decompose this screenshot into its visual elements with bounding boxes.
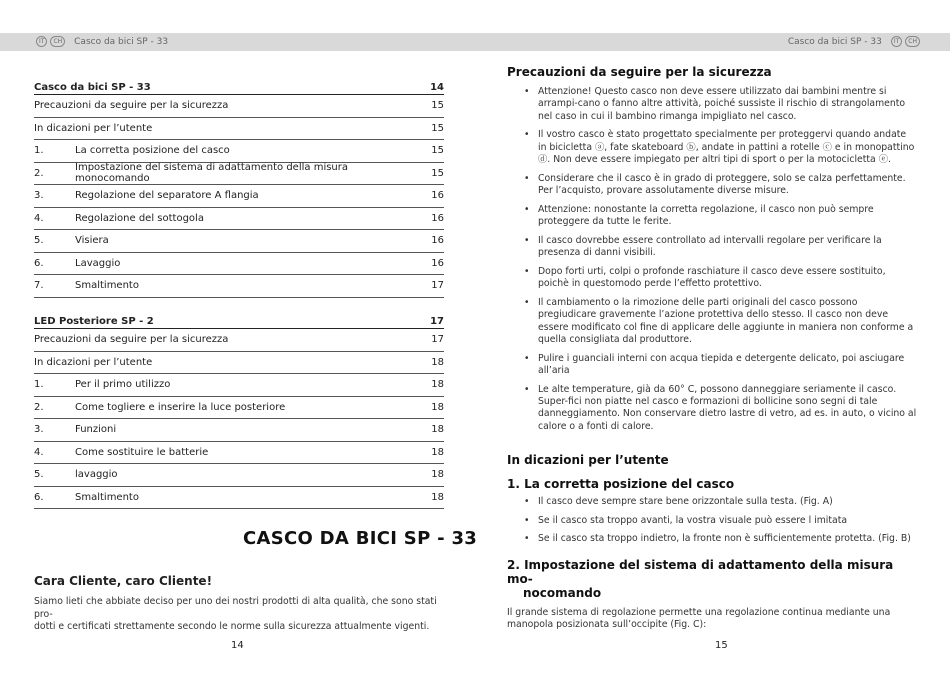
toc-row [34, 442, 444, 465]
toc-row [34, 487, 444, 510]
toc-row [34, 95, 444, 118]
country-badge-it: IT [891, 36, 902, 47]
page-number-right: 15 [715, 640, 728, 651]
toc-row-text: Smaltimento [75, 491, 139, 503]
bullet-item: • Pulire i guanciali interni con acqua tiepida e detergente delicato, poi asciugare all’aria [507, 353, 917, 378]
toc-row [34, 253, 444, 276]
bullet-item: • Il casco deve sempre stare bene orizzontale sulla testa. (Fig. A) [507, 496, 917, 508]
toc-row [34, 397, 444, 420]
bullet-item: • Dopo forti urti, colpi o profonde raschiature il casco deve essere sostituito, poichè in questomodo perde l’effetto protettivo. [507, 266, 917, 291]
toc-row-page: 18 [431, 469, 444, 481]
toc-led [34, 315, 444, 509]
country-badge-ch: CH [905, 36, 920, 47]
toc-heading-page: 17 [430, 316, 444, 327]
toc-row-number: 4. [34, 446, 44, 458]
toc-row-page: 18 [431, 424, 444, 436]
toc-row-page: 18 [431, 491, 444, 503]
section2-heading-line: nocomando [523, 586, 602, 600]
section2-heading [507, 558, 917, 600]
safety-list [507, 86, 917, 433]
bullet-item: • Se il casco sta troppo indietro, la fronte non è sufficientemente protetta. (Fig. B) [507, 533, 917, 545]
safety-section [507, 65, 917, 439]
section1-heading: 1. La corretta posizione del casco [507, 477, 735, 491]
toc-row-number: 6. [34, 491, 44, 503]
toc-row [34, 329, 444, 352]
toc-heading [34, 315, 444, 329]
header-right [782, 36, 920, 47]
toc-row [34, 419, 444, 442]
user-section [507, 453, 917, 552]
toc-row-text: Smaltimento [75, 280, 139, 292]
toc-row-text: Regolazione del separatore A flangia [75, 190, 259, 202]
toc-heading-page: 14 [430, 82, 444, 93]
section2-text: Il grande sistema di regolazione permette una regolazione continua mediante una manopola posizionata sull’occipite (Fig. C): [507, 607, 891, 631]
bullet-item: • Attenzione: nonostante la corretta regolazione, il casco non può sempre proteggere da tutte le ferite. [507, 204, 917, 229]
toc-row [34, 208, 444, 231]
toc-row-number: 1. [34, 145, 44, 157]
toc-row-number: 4. [34, 212, 44, 224]
intro-line: Siamo lieti che abbiate deciso per uno dei nostri prodotti di alta qualità, che sono stati pro- [34, 596, 437, 620]
bullet-item: • Il casco dovrebbe essere controllato ad intervalli regolare per verificare la presenza di danni visibili. [507, 235, 917, 260]
toc-row [34, 118, 444, 141]
section2 [507, 558, 917, 632]
bullet-item: • Il cambiamento o la rimozione delle parti originali del casco possono pregiudicare gravemente l’azione protettiva dello stesso. Il casco non deve essere modificato col fine di applicare delle aggiunte in maniera non conforme a quella consigliata dal produttore. [507, 297, 917, 347]
header-title-right: Casco da bici SP - 33 [787, 36, 882, 47]
toc-row-page: 15 [431, 122, 444, 134]
toc-row-number: 1. [34, 379, 44, 391]
bullet-item: • Le alte temperature, già da 60° C, possono danneggiare seriamente il casco. Super-fici non piatte nel casco e formazioni di bollicine sono segni di tale danneggiamento. Non conservare dietro lastre di vetro, ad es. in auto, o vicino al calore o a fonti di calore. [507, 384, 917, 434]
toc-row-number: 2. [34, 167, 44, 179]
toc-row-text: Lavaggio [75, 257, 121, 269]
toc-row-page: 17 [431, 280, 444, 292]
header-bar [0, 33, 950, 51]
toc-row-number: 3. [34, 424, 44, 436]
section2-heading-line: 2. Impostazione del sistema di adattamento della misura mo- [507, 558, 894, 586]
intro-line: dotti e certificati strettamente secondo le norme sulla sicurezza attualmente vigenti. [34, 621, 430, 632]
toc-row-page: 16 [431, 190, 444, 202]
toc-row-page: 15 [431, 145, 444, 157]
toc-row-number: 2. [34, 401, 44, 413]
toc-row-text: Per il primo utilizzo [75, 379, 171, 391]
toc-row-text: La corretta posizione del casco [75, 145, 230, 157]
toc-row-page: 15 [431, 167, 444, 179]
toc-row-page: 18 [431, 379, 444, 391]
toc-rows [34, 95, 444, 298]
toc-row-text: lavaggio [75, 469, 118, 481]
toc-row [34, 185, 444, 208]
toc-row-text: Funzioni [75, 424, 117, 436]
toc-row [34, 374, 444, 397]
toc-row-text: In dicazioni per l’utente [34, 122, 153, 134]
intro-paragraph [34, 596, 444, 634]
toc-heading-text: LED Posteriore SP - 2 [34, 316, 154, 327]
toc-row-page: 15 [431, 100, 444, 112]
header-title-left: Casco da bici SP - 33 [74, 36, 169, 47]
toc-row-page: 18 [431, 356, 444, 368]
greeting-heading: Cara Cliente, caro Cliente! [34, 574, 213, 588]
toc-row-page: 16 [431, 235, 444, 247]
toc-row-page: 18 [431, 446, 444, 458]
toc-row-text: Precauzioni da seguire per la sicurezza [34, 100, 229, 112]
toc-row-text: Regolazione del sottogola [75, 212, 204, 224]
page-number-left: 14 [231, 640, 244, 651]
toc-row [34, 163, 444, 186]
toc-row-page: 16 [431, 257, 444, 269]
toc-row-page: 18 [431, 401, 444, 413]
bullet-item: • Considerare che il casco è in grado di proteggere, solo se calza perfettamente. Per l’acquisto, provare assolutamente diverse misure. [507, 173, 917, 198]
toc-row-number: 7. [34, 280, 44, 292]
section1-list [507, 496, 917, 546]
bullet-item: • Se il casco sta troppo avanti, la vostra visuale può essere l imitata [507, 515, 917, 527]
toc-row [34, 352, 444, 375]
toc-row-number: 5. [34, 469, 44, 481]
toc-row-text: In dicazioni per l’utente [34, 356, 153, 368]
toc-row-text: Come sostituire le batterie [75, 446, 209, 458]
header-left [36, 36, 174, 47]
bullet-item: • Il vostro casco è stato progettato specialmente per proteggervi quando andate in bicicletta ⓐ, fate skateboard ⓑ, andate in pattini a rotelle ⓒ e in monopattino ⓓ. Non deve essere impiegato per altri tipi di sport o per la motocicletta ⓔ. [507, 129, 917, 166]
toc-row [34, 230, 444, 253]
toc-row-page: 17 [431, 334, 444, 346]
toc-heading [34, 81, 444, 95]
toc-row-text: Precauzioni da seguire per la sicurezza [34, 334, 229, 346]
country-badge-ch: CH [50, 36, 65, 47]
main-title: CASCO DA BICI SP - 33 [243, 528, 478, 549]
toc-row-text: Visiera [75, 235, 109, 247]
toc-row [34, 275, 444, 298]
toc-row [34, 140, 444, 163]
user-heading: In dicazioni per l’utente [507, 453, 669, 467]
country-badge-it: IT [36, 36, 47, 47]
toc-row [34, 464, 444, 487]
bullet-item: • Attenzione! Questo casco non deve essere utilizzato dai bambini mentre si arrampi-cano o fanno altre attività, poiché sussiste il rischio di strangolamento nel caso in cui il bambino rimanga impigliato nel casco. [507, 86, 917, 123]
toc-row-text: Impostazione del sistema di adattamento della misura monocomando [75, 162, 349, 185]
toc-row-page: 16 [431, 212, 444, 224]
toc-row-number: 3. [34, 190, 44, 202]
toc-row-number: 5. [34, 235, 44, 247]
safety-heading: Precauzioni da seguire per la sicurezza [507, 65, 772, 79]
toc-heading-text: Casco da bici SP - 33 [34, 82, 151, 93]
toc-row-number: 6. [34, 257, 44, 269]
toc-row-text: Come togliere e inserire la luce posteriore [75, 401, 286, 413]
toc-rows [34, 329, 444, 509]
toc-casco [34, 81, 444, 298]
